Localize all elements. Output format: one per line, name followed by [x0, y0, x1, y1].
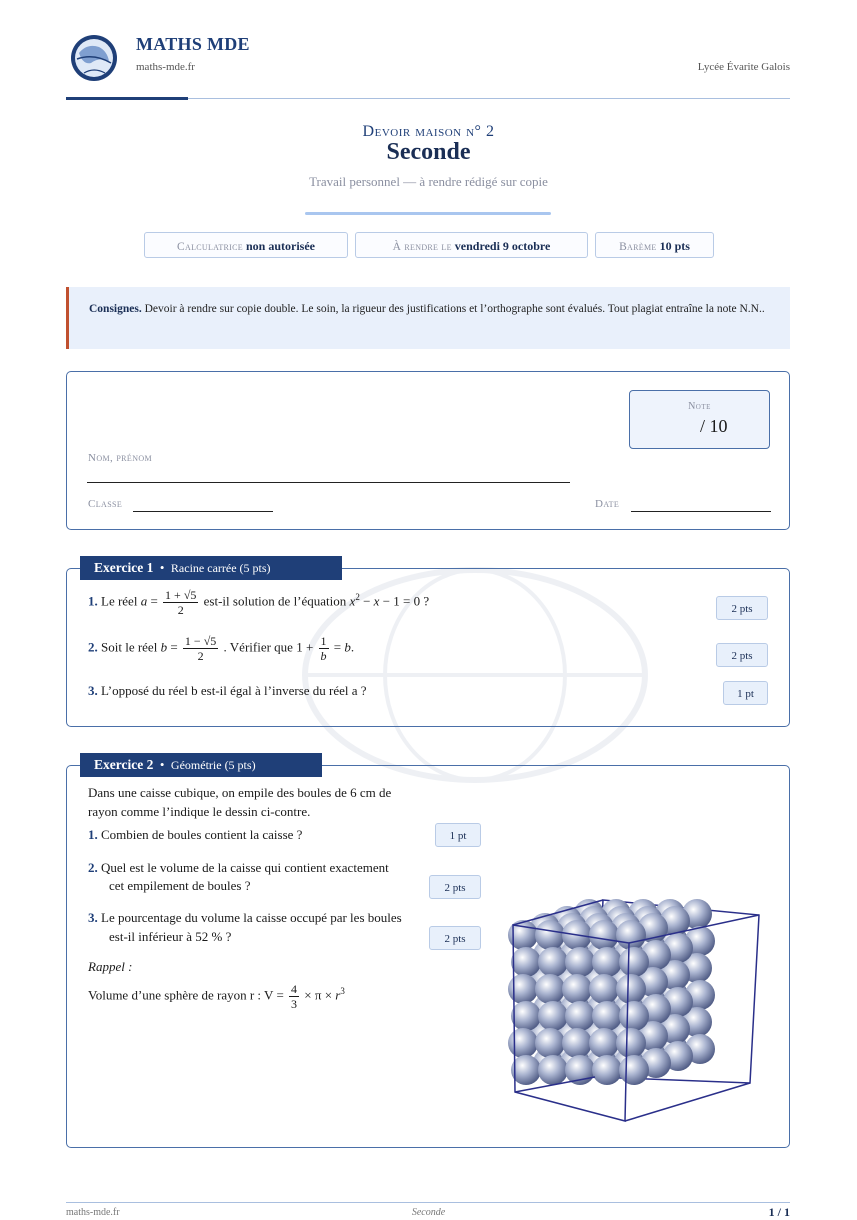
exercise-2-question-3	[88, 908, 402, 927]
exercise-1-title: Exercice 1	[94, 560, 154, 575]
sphere	[589, 920, 619, 950]
sphere	[592, 1055, 622, 1085]
class-write-line[interactable]	[133, 511, 273, 512]
header-divider-accent	[66, 97, 188, 100]
exercise-2-subtitle: Géométrie (5 pts)	[170, 758, 256, 772]
sphere	[535, 974, 565, 1004]
calculator-chip	[144, 232, 348, 258]
instructions-box	[66, 287, 790, 349]
question-number: 3.	[88, 910, 98, 925]
exercise-1-header: Exercice 1 • Racine carrée (5 pts)	[80, 556, 342, 580]
fraction: $\frac{1 + √5}{2}$	[165, 588, 197, 617]
instructions-text: Devoir à rendre sur copie double. Le soin, la rigueur des justifications et l’orthographe sont évalués. Tout plagiat entraîne la note N.N..	[144, 303, 765, 315]
footer-level: Seconde	[411, 1207, 446, 1218]
sphere	[619, 1055, 649, 1085]
exercise-2-intro-line-2: rayon comme l’indique le dessin ci-contre.	[88, 804, 311, 819]
spheres-group	[508, 899, 715, 1085]
exercise-1-question-1: 1. Le réel a = $\frac{1 + √5}{2}$ est-il solution de l’équation $x^2 - x - 1 = 0$ ?	[88, 588, 430, 617]
points-badge: 2 pts	[716, 596, 768, 620]
grade-value: / 10	[700, 416, 728, 436]
rappel-label: Rappel :	[88, 959, 133, 974]
exercise-1-question-3	[88, 683, 367, 699]
question-text: Le pourcentage du volume la caisse occupé par les boules	[101, 910, 402, 925]
question-text-continued: est-il inférieur à 52 % ?	[109, 929, 232, 944]
exercise-2-header: Exercice 2 • Géométrie (5 pts)	[80, 753, 322, 777]
bareme-chip	[595, 232, 714, 258]
sphere	[538, 1001, 568, 1031]
exercise-1-subtitle: Racine carrée (5 pts)	[170, 561, 271, 575]
points-badge: 1 pt	[435, 823, 481, 847]
sphere	[589, 1028, 619, 1058]
brand-url: maths-mde.fr	[136, 61, 195, 73]
sphere	[535, 1028, 565, 1058]
sphere	[619, 1001, 649, 1031]
exercise-2-title: Exercice 2	[94, 757, 154, 772]
sphere	[562, 974, 592, 1004]
formula-prefix: Volume d’une sphère de rayon r : V =	[88, 987, 284, 1003]
calculator-value: non autorisée	[245, 239, 315, 253]
date-write-line[interactable]	[631, 511, 771, 512]
title-divider	[305, 212, 551, 215]
instructions-label: Consignes.	[89, 303, 142, 315]
sphere	[538, 947, 568, 977]
cube-spheres-illustration	[505, 895, 767, 1127]
sphere	[508, 1028, 538, 1058]
sphere-volume-formula: Volume d’une sphère de rayon r : V = $\frac{4}{3}$ × $\pi \times r^3$	[88, 982, 345, 1011]
sphere	[589, 974, 619, 1004]
question-text-continued: cet empilement de boules ?	[109, 878, 251, 893]
assignment-subtitle: Travail personnel — à rendre rédigé sur copie	[309, 174, 548, 189]
level-title: Seconde	[386, 139, 471, 165]
name-write-line[interactable]	[87, 482, 570, 483]
points-badge: 2 pts	[429, 875, 481, 899]
sphere	[616, 974, 646, 1004]
fraction: $\frac{1}{b}$	[320, 634, 327, 663]
sphere	[511, 947, 541, 977]
question-text: Quel est le volume de la caisse qui contient exactement	[101, 860, 389, 875]
due-date-value: vendredi 9 octobre	[454, 239, 551, 253]
class-label: Classe	[88, 498, 123, 510]
sphere	[592, 947, 622, 977]
question-number: 3.	[88, 683, 98, 698]
sphere	[619, 947, 649, 977]
exercise-2-intro-line-1: Dans une caisse cubique, on empile des boules de 6 cm de	[88, 785, 392, 800]
calculator-label: Calculatrice	[177, 241, 243, 253]
points-badge: 2 pts	[429, 926, 481, 950]
question-text: L’opposé du réel b est-il égal à l’inverse du réel a ?	[101, 683, 367, 698]
question-number: 1.	[88, 593, 98, 609]
question-number: 2.	[88, 639, 98, 655]
brand-name: MATHS MDE	[136, 34, 250, 54]
bareme-label: Barème	[619, 241, 657, 253]
assignment-title: Devoir maison n° 2	[362, 123, 495, 140]
footer-url: maths-mde.fr	[66, 1207, 120, 1218]
footer-divider	[66, 1202, 790, 1203]
sphere	[538, 1055, 568, 1085]
sphere	[535, 920, 565, 950]
exercise-1-question-2: 2. Soit le réel b = $\frac{1 - √5}{2}$ . Vérifier que 1 + $\frac{1}{b}$ = b.	[88, 634, 355, 663]
question-number: 2.	[88, 860, 98, 875]
globe-logo-icon	[69, 33, 119, 83]
sphere	[511, 1001, 541, 1031]
exercise-2-question-1	[88, 825, 302, 844]
fraction: $\frac{4}{3}$	[291, 982, 298, 1011]
due-date-label: À rendre le	[392, 241, 452, 253]
points-badge: 2 pts	[716, 643, 768, 667]
sphere	[616, 1028, 646, 1058]
sphere	[565, 1001, 595, 1031]
sphere	[508, 974, 538, 1004]
question-text: Combien de boules contient la caisse ?	[101, 827, 303, 842]
fraction: $\frac{1 - √5}{2}$	[184, 634, 217, 663]
date-label: Date	[595, 498, 620, 510]
page-number: 1 / 1	[768, 1205, 790, 1219]
sphere	[562, 1028, 592, 1058]
sphere	[592, 1001, 622, 1031]
bareme-value: 10 pts	[659, 239, 690, 253]
points-badge: 1 pt	[723, 681, 768, 705]
sphere	[565, 947, 595, 977]
due-date-chip	[355, 232, 588, 258]
sphere	[616, 920, 646, 950]
exercise-2-question-2	[88, 858, 389, 877]
school-name: Lycée Évarite Galois	[697, 61, 790, 73]
grade-label: Note	[688, 401, 711, 412]
name-label: Nom, prénom	[88, 452, 153, 464]
question-number: 1.	[88, 827, 98, 842]
